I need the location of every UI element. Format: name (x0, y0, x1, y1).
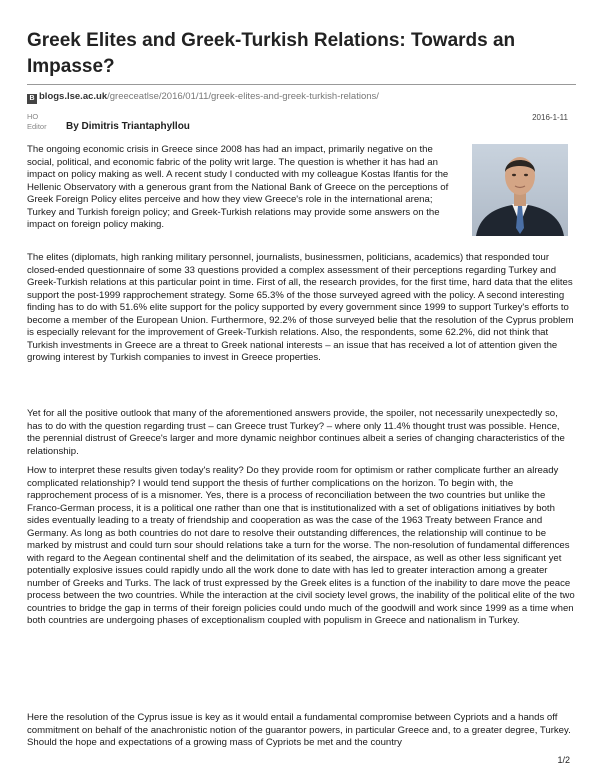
paragraph-4: How to interpret these results given today's reality? Do they provide room for optimism or rather complicate further an already complicated relationship? I would tend support the thesis of further complications on the horizon. To begin with, the rapprochement process of is a misnomer. Yes, there is a process of reconciliation between the two countries but unlike the Franco-German process, it is a political one rather than one that is institutionalized with a set of obligations initiatives by both sides eventually leading to a treaty of friendship and cooperation as was the case of the 1963 Treaty between France and Germany. As long as both countries do not dare to resolve their outstanding differences, the relationship will continue to be marked by mistrust and could turn sour should relations take a turn for the worse. The non-resolution of fundamental differences with regard to the Aegean continental shelf and the delimitation of its seabed, the airspace, as well as other less significant yet potentially explosive issues could rapidly undo all the work done to date with has led to greater interaction among a greater number of Greeks and Turks. The lack of trust expressed by the Greek elites is a function of the inability to dare move the peace process between the two countries. While the interaction at the civil society level grows, the inability of the political elite of the two countries to bridge the gap in terms of their foreign policies could undo much of the goodwill and work since 1999 as a time when both countries are undergoing phases of exceptionalism coupled with populism in Greece and nationalism in Turkey. (27, 465, 575, 626)
author-role (27, 112, 47, 132)
author-role-ho: HO (27, 112, 39, 121)
paragraph-1: The ongoing economic crisis in Greece since 2008 has had an impact, primarily negative on the social, political, and economic fabric of the polity writ large. The question is whether it has had an impact on policy making as well. A recent study I conducted with my colleague Kostas Ifantis for the Hellenic Observatory with a generous grant from the National Bank of Greece on the perceptions of Greek Foreign Policy elites perceive and how they view Greece's role in the international arena; Turkey and Turkish foreign policy; and Greek-Turkish relations may provide some answers on the impact on foreign policy making. (27, 144, 449, 230)
author-role-editor: Editor (27, 122, 47, 131)
blog-logo-icon: B (27, 94, 37, 104)
title-divider (27, 84, 576, 85)
page-number: 1/2 (557, 755, 570, 765)
article-title: Greek Elites and Greek-Turkish Relations: Towards an Impasse? (27, 30, 516, 77)
author-photo (472, 144, 568, 236)
paragraph-3: Yet for all the positive outlook that many of the aforementioned answers provide, the spoiler, not necessarily unexpectedly so, has to do with the question regarding trust – can Greece trust Turkey? – where only 11.4% thought trust was possible. Hence, the perennial distrust of Greece's larger and more dynamic neighbor continues albeit a series of changing characteristics of the relationship. (27, 408, 565, 457)
paragraph-2: The elites (diplomats, high ranking military personnel, journalists, businessmen, politicians, academics) that responded tour closed-ended questionnaire of some 33 questions provided a complex assessment of their perceptions regarding Turkey and Greek-Turkish relations at this particular point in time. First of all, the research provides, for the first time, hard data that the elites support the post-1999 rapprochement strategy. Some 65.3% of the those surveyed agreed with the policy. A second interesting finding has to do with 51.6% elite support for the policy supported by every government since 1999 to support Turkey's efforts to become a member of the European Union. Furthermore, 92.2% of those surveyed belie that the resolution of the Cyprus problem is especially relevant for the improvement of Greek-Turkish relations. Also, the respondents, some 62.2%, did not think that Turkish investments in Greece are a threat to Greek national interests – an issue that has received a lot of attention given the growing interest by Turkish companies to invest in Greece properties. (27, 252, 574, 363)
paragraph-5: Here the resolution of the Cyprus issue is key as it would entail a fundamental compromise between Cypriots and a hands off commitment on behalf of the anachronistic notion of the guarantor powers, in particular Greece and, to a greater degree, Turkey. Should the hope and expectations of a growing mass of Cypriots be met and the country (27, 712, 571, 748)
source-url[interactable] (27, 91, 379, 103)
source-domain[interactable]: blogs.lse.ac.uk (39, 91, 108, 102)
source-path[interactable]: /greeceatlse/2016/01/11/greek-elites-and-greek-turkish-relations/ (107, 91, 379, 102)
publish-date: 2016-1-11 (532, 113, 568, 122)
author-portrait-icon (472, 144, 568, 236)
author-byline: By Dimitris Triantaphyllou (66, 121, 190, 132)
